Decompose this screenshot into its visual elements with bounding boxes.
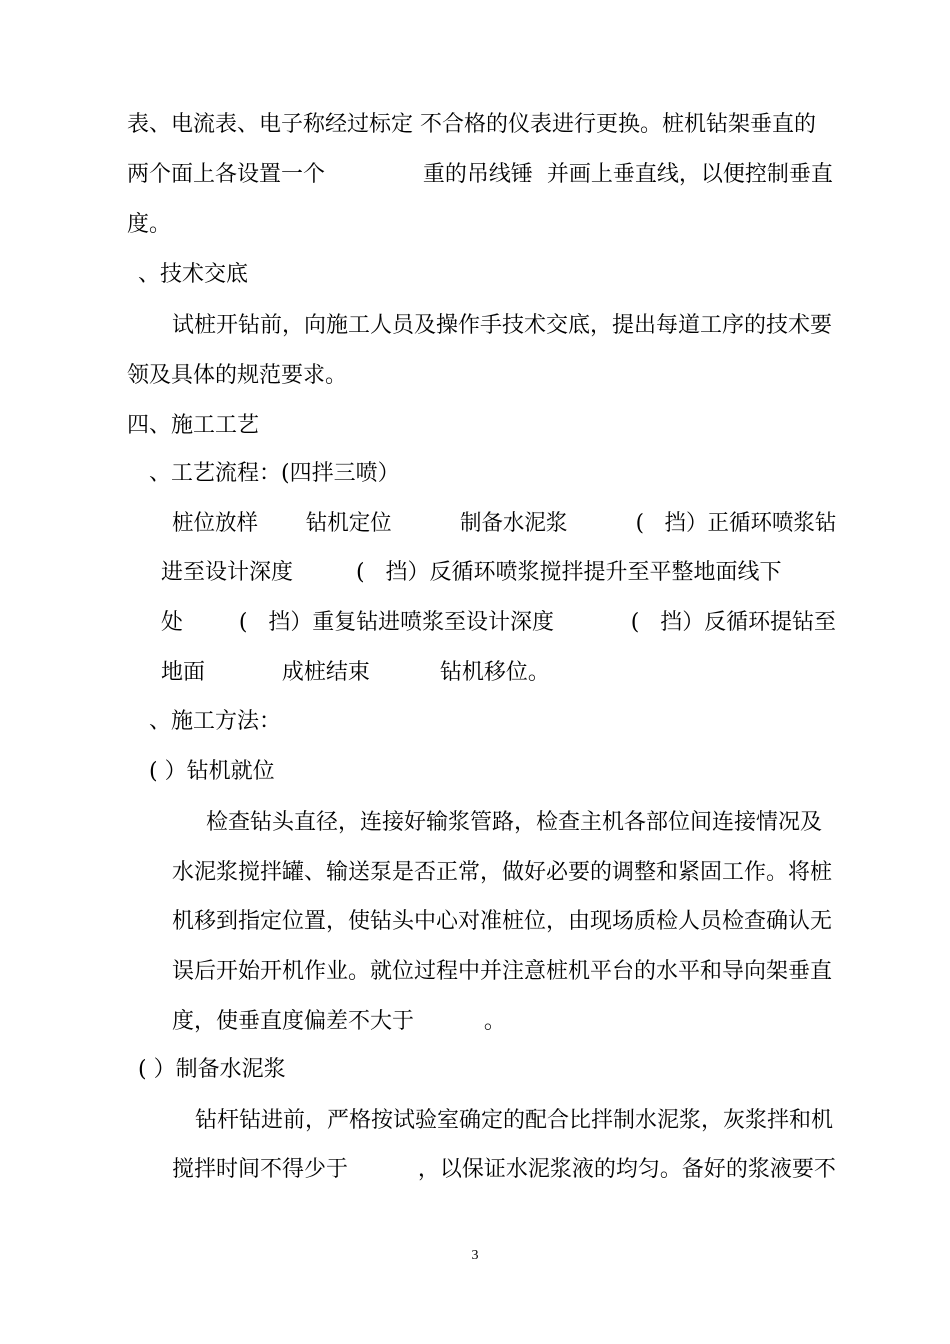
process-flow-line-4: 地面 成桩结束 钻机移位。 xyxy=(161,660,550,685)
section-heading-construction-process: 四、施工工艺 xyxy=(127,413,260,438)
text-line-15: 检查钻头直径，连接好输浆管路，检查主机各部位间连接情况及 xyxy=(206,810,823,835)
section-heading-technical-briefing: 、技术交底 xyxy=(138,262,249,287)
text-line-1: 表、电流表、电子称经过标定 不合格的仪表进行更换。桩机钻架垂直的 xyxy=(127,112,816,137)
process-flow-line-1: 桩位放样 钻机定位 制备水泥浆 ( 挡）正循环喷浆钻 xyxy=(172,511,837,536)
process-flow-line-2: 进至设计深度 ( 挡）反循环喷浆搅拌提升至平整地面线下 xyxy=(161,560,782,585)
text-line-18: 误后开始开机作业。就位过程中并注意桩机平台的水平和导向架垂直 xyxy=(172,959,833,984)
subsection-heading-rig-positioning: ( ）钻机就位 xyxy=(149,759,275,784)
process-flow-line-3: 处 ( 挡）重复钻进喷浆至设计深度 ( 挡）反循环提钻至 xyxy=(161,610,836,635)
text-line-16: 水泥浆搅拌罐、输送泵是否正常，做好必要的调整和紧固工作。将桩 xyxy=(172,860,833,885)
text-line-22: 搅拌时间不得少于 ，以保证水泥浆液的均匀。备好的浆液要不 xyxy=(172,1157,836,1182)
text-line-2: 两个面上各设置一个 重的吊线锤 并画上垂直线，以便控制垂直 xyxy=(127,162,833,187)
text-line-6: 领及具体的规范要求。 xyxy=(127,363,348,388)
section-heading-construction-method: 、施工方法： xyxy=(149,709,282,734)
text-line-5: 试桩开钻前，向施工人员及操作手技术交底，提出每道工序的技术要 xyxy=(172,313,833,338)
text-line-3: 度。 xyxy=(127,212,172,237)
section-heading-process-flow: 、工艺流程：(四拌三喷） xyxy=(149,461,400,486)
text-line-19: 度，使垂直度偏差不大于 。 xyxy=(172,1009,506,1034)
text-line-21: 钻杆钻进前，严格按试验室确定的配合比拌制水泥浆，灰浆拌和机 xyxy=(195,1108,834,1133)
page-number: 3 xyxy=(471,1248,479,1263)
subsection-heading-cement-slurry: ( ）制备水泥浆 xyxy=(138,1057,286,1082)
text-line-17: 机移到指定位置，使钻头中心对准桩位，由现场质检人员检查确认无 xyxy=(172,909,833,934)
